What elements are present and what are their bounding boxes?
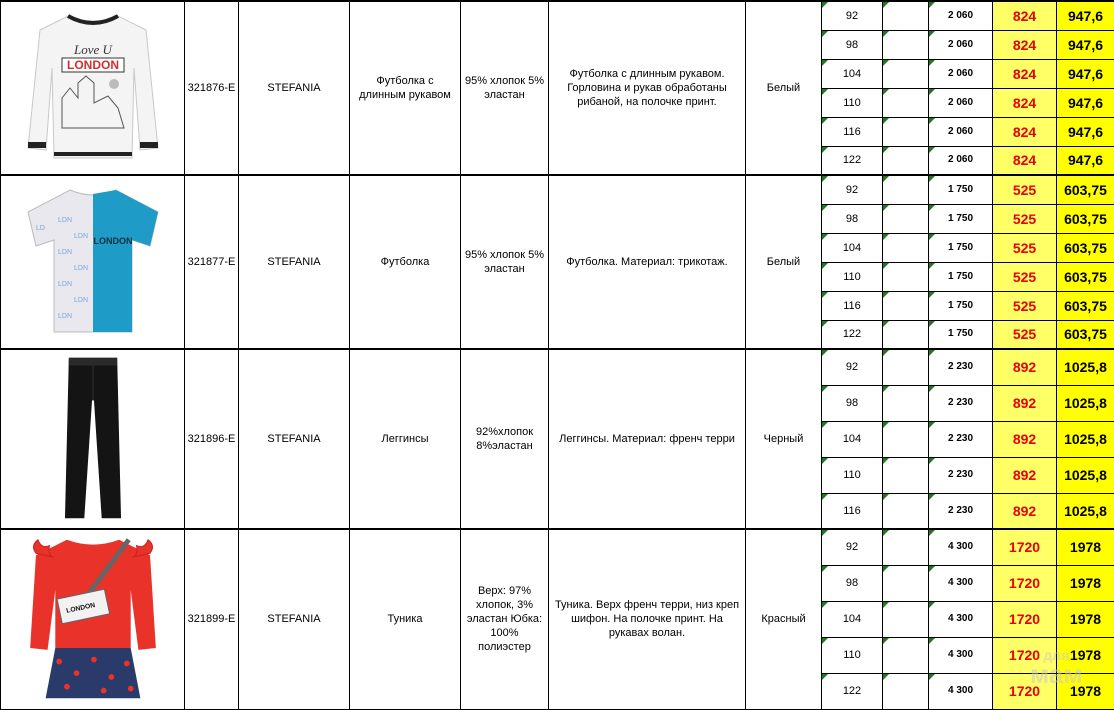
retail-price-cell: 603,75 [1057, 204, 1114, 233]
retail-price-cell: 1025,8 [1057, 349, 1114, 385]
retail-price-cell: 1978 [1057, 601, 1114, 637]
watermark-line1: для [1043, 647, 1070, 663]
price-cell: 2 230 [929, 349, 993, 385]
retail-price-cell: 947,6 [1057, 146, 1114, 175]
retail-price-cell: 947,6 [1057, 59, 1114, 88]
blank-cell [883, 175, 929, 204]
size-cell: 98 [822, 30, 883, 59]
retail-price-cell: 603,75 [1057, 262, 1114, 291]
size-cell: 116 [822, 291, 883, 320]
price-cell: 2 060 [929, 1, 993, 30]
sale-price-cell: 824 [993, 1, 1057, 30]
blank-cell [883, 320, 929, 349]
product-name-cell: Футболка с длинным рукавом [350, 1, 461, 175]
price-cell: 1 750 [929, 291, 993, 320]
retail-price-cell: 603,75 [1057, 233, 1114, 262]
blank-cell [883, 457, 929, 493]
sale-price-cell: 824 [993, 117, 1057, 146]
price-cell: 2 230 [929, 385, 993, 421]
description-cell: Туника. Верх френч терри, низ креп шифон. На полочке принт. На рукавах волан. [549, 529, 746, 709]
size-cell: 98 [822, 565, 883, 601]
retail-price-cell: 603,75 [1057, 291, 1114, 320]
sale-price-cell: 525 [993, 175, 1057, 204]
size-cell: 110 [822, 637, 883, 673]
retail-price-cell: 947,6 [1057, 88, 1114, 117]
sale-price-cell: 1720 [993, 637, 1057, 673]
blank-cell [883, 204, 929, 233]
price-cell: 2 060 [929, 30, 993, 59]
svg-text:LDN: LDN [73, 233, 88, 240]
product-image [1, 175, 185, 349]
sale-price-cell: 525 [993, 233, 1057, 262]
sale-price-cell: 525 [993, 262, 1057, 291]
blank-cell [883, 88, 929, 117]
size-cell: 92 [822, 1, 883, 30]
svg-text:LD: LD [35, 225, 45, 232]
sale-price-cell: 1720 [993, 673, 1057, 709]
size-cell: 116 [822, 117, 883, 146]
retail-price-cell: 1025,8 [1057, 421, 1114, 457]
retail-price-cell: 1025,8 [1057, 493, 1114, 529]
blank-cell [883, 673, 929, 709]
svg-text:LDN: LDN [73, 297, 88, 304]
blank-cell [883, 349, 929, 385]
retail-price-cell: 1978 [1057, 673, 1114, 709]
blank-cell [883, 291, 929, 320]
sale-price-cell: 525 [993, 320, 1057, 349]
price-cell: 4 300 [929, 637, 993, 673]
svg-text:LDN: LDN [57, 249, 72, 256]
price-cell: 2 060 [929, 59, 993, 88]
sale-price-cell: 1720 [993, 529, 1057, 565]
svg-text:LONDON: LONDON [93, 236, 132, 246]
retail-price-cell: 947,6 [1057, 1, 1114, 30]
svg-text:Love U: Love U [73, 42, 112, 57]
description-cell: Футболка с длинным рукавом. Горловина и рукав обработаны рибаной, на полочке принт. [549, 1, 746, 175]
price-cell: 2 060 [929, 146, 993, 175]
size-row [1, 175, 1114, 204]
sale-price-cell: 892 [993, 349, 1057, 385]
price-cell: 1 750 [929, 233, 993, 262]
price-cell: 4 300 [929, 673, 993, 709]
product-name-cell: Футболка [350, 175, 461, 349]
svg-text:LONDON: LONDON [65, 602, 96, 616]
product-name-cell: Туника [350, 529, 461, 709]
svg-text:LDN: LDN [57, 281, 72, 288]
price-cell: 2 230 [929, 457, 993, 493]
composition-cell: 95% хлопок 5% эластан [461, 1, 549, 175]
article-cell: 321896-E [185, 349, 239, 529]
price-cell: 4 300 [929, 565, 993, 601]
size-cell: 122 [822, 146, 883, 175]
svg-text:LONDON: LONDON [66, 58, 119, 72]
sale-price-cell: 892 [993, 493, 1057, 529]
color-cell: Белый [746, 175, 822, 349]
blank-cell [883, 637, 929, 673]
composition-cell: Верх: 97% хлопок, 3% эластан Юбка: 100% полиэстер [461, 529, 549, 709]
size-cell: 98 [822, 385, 883, 421]
price-cell: 1 750 [929, 204, 993, 233]
size-cell: 122 [822, 673, 883, 709]
sale-price-cell: 525 [993, 291, 1057, 320]
price-cell: 1 750 [929, 175, 993, 204]
composition-cell: 95% хлопок 5% эластан [461, 175, 549, 349]
sale-price-cell: 824 [993, 88, 1057, 117]
composition-cell: 92%хлопок 8%эластан [461, 349, 549, 529]
blank-cell [883, 30, 929, 59]
size-row [1, 349, 1114, 385]
price-cell: 4 300 [929, 601, 993, 637]
sale-price-cell: 1720 [993, 565, 1057, 601]
blank-cell [883, 385, 929, 421]
product-image [1, 1, 185, 175]
size-cell: 98 [822, 204, 883, 233]
size-cell: 110 [822, 457, 883, 493]
brand-cell: STEFANIA [239, 349, 350, 529]
article-cell: 321876-E [185, 1, 239, 175]
size-cell: 122 [822, 320, 883, 349]
price-cell: 2 060 [929, 88, 993, 117]
brand-cell: STEFANIA [239, 529, 350, 709]
sale-price-cell: 892 [993, 421, 1057, 457]
color-cell: Черный [746, 349, 822, 529]
size-cell: 104 [822, 421, 883, 457]
blank-cell [883, 529, 929, 565]
size-cell: 92 [822, 349, 883, 385]
price-cell: 1 750 [929, 320, 993, 349]
blank-cell [883, 59, 929, 88]
size-cell: 116 [822, 493, 883, 529]
blank-cell [883, 421, 929, 457]
size-cell: 110 [822, 88, 883, 117]
watermark-line2: мам [1030, 659, 1083, 689]
price-cell: 1 750 [929, 262, 993, 291]
sale-price-cell: 1720 [993, 601, 1057, 637]
blank-cell [883, 146, 929, 175]
article-cell: 321899-E [185, 529, 239, 709]
brand-cell: STEFANIA [239, 175, 350, 349]
color-cell: Белый [746, 1, 822, 175]
retail-price-cell: 1025,8 [1057, 457, 1114, 493]
retail-price-cell: 1978 [1057, 637, 1114, 673]
size-cell: 104 [822, 233, 883, 262]
product-image [1, 529, 185, 709]
color-cell: Красный [746, 529, 822, 709]
svg-text:LDN: LDN [57, 217, 72, 224]
size-cell: 104 [822, 59, 883, 88]
brand-cell: STEFANIA [239, 1, 350, 175]
description-cell: Футболка. Материал: трикотаж. [549, 175, 746, 349]
product-image [1, 349, 185, 529]
price-cell: 4 300 [929, 529, 993, 565]
size-row [1, 529, 1114, 565]
retail-price-cell: 1025,8 [1057, 385, 1114, 421]
size-cell: 110 [822, 262, 883, 291]
sale-price-cell: 892 [993, 385, 1057, 421]
description-cell: Леггинсы. Материал: френч терри [549, 349, 746, 529]
retail-price-cell: 947,6 [1057, 30, 1114, 59]
retail-price-cell: 1978 [1057, 529, 1114, 565]
blank-cell [883, 233, 929, 262]
size-row [1, 1, 1114, 30]
product-name-cell: Леггинсы [350, 349, 461, 529]
size-cell: 104 [822, 601, 883, 637]
svg-text:LDN: LDN [73, 265, 88, 272]
retail-price-cell: 1978 [1057, 565, 1114, 601]
sale-price-cell: 525 [993, 204, 1057, 233]
article-cell: 321877-E [185, 175, 239, 349]
sale-price-cell: 892 [993, 457, 1057, 493]
sale-price-cell: 824 [993, 30, 1057, 59]
retail-price-cell: 947,6 [1057, 117, 1114, 146]
price-cell: 2 230 [929, 421, 993, 457]
blank-cell [883, 565, 929, 601]
blank-cell [883, 117, 929, 146]
sale-price-cell: 824 [993, 146, 1057, 175]
retail-price-cell: 603,75 [1057, 320, 1114, 349]
blank-cell [883, 493, 929, 529]
sale-price-cell: 824 [993, 59, 1057, 88]
svg-text:LDN: LDN [57, 313, 72, 320]
blank-cell [883, 262, 929, 291]
blank-cell [883, 1, 929, 30]
size-cell: 92 [822, 529, 883, 565]
price-cell: 2 060 [929, 117, 993, 146]
blank-cell [883, 601, 929, 637]
retail-price-cell: 603,75 [1057, 175, 1114, 204]
size-cell: 92 [822, 175, 883, 204]
price-cell: 2 230 [929, 493, 993, 529]
